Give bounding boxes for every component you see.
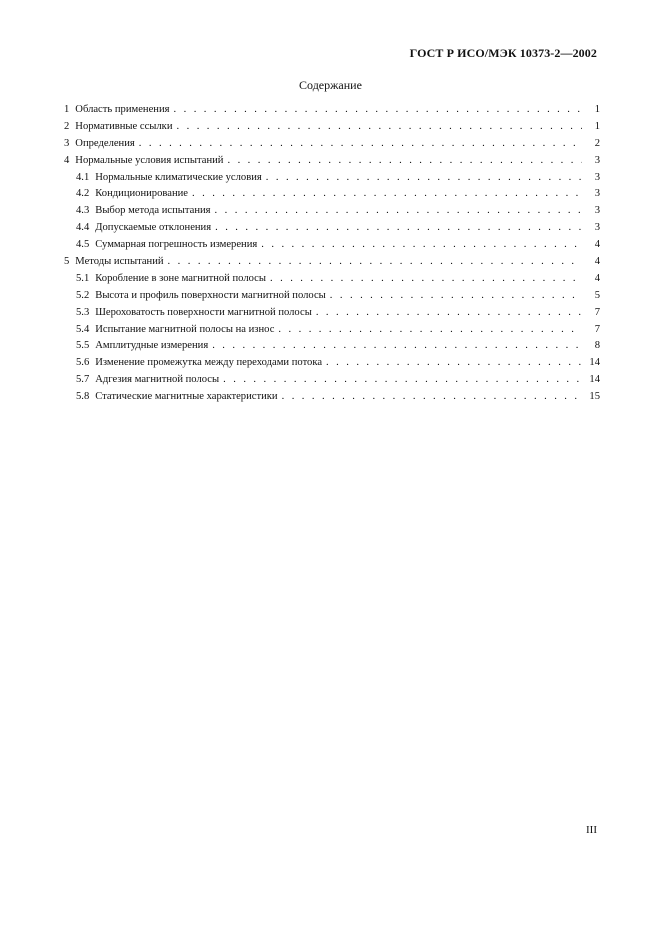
- toc-entry-number: 5: [64, 256, 70, 268]
- dot-leader: [266, 172, 582, 183]
- toc-entry[interactable]: [64, 121, 600, 138]
- toc-entry-page: 3: [594, 171, 600, 183]
- toc-entry-label: Высота и профиль поверхности магнитной полосы: [95, 289, 326, 301]
- toc-entry-page: 5: [594, 289, 600, 301]
- dot-leader: [192, 188, 582, 199]
- toc-entry[interactable]: [64, 239, 600, 256]
- dot-leader: [212, 340, 582, 351]
- toc-entry-label: Статические магнитные характеристики: [95, 391, 278, 403]
- toc-entry-page: 8: [594, 340, 600, 352]
- toc-entry-label: Область применения: [75, 104, 170, 115]
- dot-leader: [215, 222, 582, 233]
- toc-entry[interactable]: [64, 256, 600, 273]
- toc-entry-number: 4.4: [76, 222, 90, 234]
- toc-entry-page: 3: [594, 205, 600, 217]
- toc-entry-label: Суммарная погрешность измерения: [95, 239, 258, 251]
- toc-entry-label: Шероховатость поверхности магнитной полосы: [95, 306, 312, 318]
- toc-entry-number: 5.1: [76, 272, 90, 284]
- toc-entry[interactable]: [64, 205, 600, 222]
- toc-entry-page: 3: [594, 154, 600, 166]
- toc-entry-label: Нормативные ссылки: [75, 120, 173, 132]
- toc-entry-label: Адгезия магнитной полосы: [95, 374, 220, 386]
- toc-entry[interactable]: [64, 138, 600, 155]
- toc-entry-page: 7: [594, 306, 600, 318]
- dot-leader: [168, 256, 582, 267]
- toc-entry-page: 4: [594, 272, 600, 284]
- toc-entry-number: 5.8: [76, 391, 90, 403]
- toc-entry-number: 4.3: [76, 205, 90, 217]
- toc-entry-label: Испытание магнитной полосы на износ: [95, 323, 275, 335]
- dot-leader: [177, 121, 582, 132]
- table-of-contents: [64, 104, 600, 408]
- toc-entry[interactable]: [64, 391, 600, 408]
- toc-entry-label: Нормальные климатические условия: [95, 171, 262, 183]
- dot-leader: [278, 324, 582, 335]
- toc-entry[interactable]: [64, 222, 600, 239]
- toc-entry-number: 4: [64, 154, 70, 166]
- toc-entry-number: 5.2: [76, 289, 90, 301]
- toc-entry[interactable]: [64, 104, 600, 121]
- document-code-header: ГОСТ Р ИСО/МЭК 10373-2—2002: [409, 46, 597, 60]
- toc-entry-label: Определения: [75, 137, 135, 149]
- toc-entry-page: 3: [594, 222, 600, 234]
- dot-leader: [139, 138, 582, 149]
- toc-entry-number: 4.1: [76, 171, 90, 183]
- dot-leader: [223, 374, 582, 385]
- toc-entry-page: 1: [594, 120, 600, 132]
- toc-entry[interactable]: [64, 273, 600, 290]
- toc-entry-number: 2: [64, 120, 70, 132]
- toc-entry-label: Изменение промежутка между переходами потока: [95, 357, 323, 369]
- toc-entry[interactable]: [64, 172, 600, 189]
- toc-entry[interactable]: [64, 307, 600, 324]
- dot-leader: [316, 307, 582, 318]
- toc-entry-label: Коробление в зоне магнитной полосы: [95, 272, 266, 284]
- toc-entry-label: Методы испытаний: [75, 256, 164, 268]
- toc-entry-number: 4.2: [76, 188, 90, 200]
- toc-entry-number: 1: [64, 104, 70, 115]
- dot-leader: [330, 290, 582, 301]
- dot-leader: [227, 155, 582, 166]
- toc-entry-label: Нормальные условия испытаний: [75, 154, 224, 166]
- toc-entry[interactable]: [64, 324, 600, 341]
- dot-leader: [326, 357, 582, 368]
- toc-entry-page: 7: [594, 323, 600, 335]
- toc-entry-page: 4: [594, 239, 600, 251]
- toc-entry-page: 1: [594, 104, 600, 115]
- toc-entry-number: 5.6: [76, 357, 90, 369]
- toc-entry-number: 4.5: [76, 239, 90, 251]
- toc-entry-label: Кондиционирование: [95, 188, 188, 200]
- dot-leader: [174, 104, 583, 115]
- dot-leader: [215, 205, 582, 216]
- toc-entry-page: 14: [589, 374, 600, 386]
- toc-entry-number: 5.5: [76, 340, 90, 352]
- dot-leader: [261, 239, 582, 250]
- dot-leader: [270, 273, 582, 284]
- toc-entry-label: Амплитудные измерения: [95, 340, 209, 352]
- toc-entry-page: 3: [594, 188, 600, 200]
- toc-entry[interactable]: [64, 340, 600, 357]
- toc-entry[interactable]: [64, 357, 600, 374]
- toc-title: Содержание: [299, 78, 362, 92]
- toc-entry-label: Допускаемые отклонения: [95, 222, 212, 234]
- toc-entry[interactable]: [64, 374, 600, 391]
- toc-entry-label: Выбор метода испытания: [95, 205, 211, 217]
- dot-leader: [282, 391, 582, 402]
- toc-entry-page: 4: [594, 256, 600, 268]
- page-number: III: [586, 824, 597, 836]
- toc-entry-page: 14: [589, 357, 600, 369]
- toc-entry-number: 5.3: [76, 306, 90, 318]
- toc-entry[interactable]: [64, 155, 600, 172]
- toc-entry-number: 3: [64, 137, 70, 149]
- toc-entry[interactable]: [64, 290, 600, 307]
- toc-entry[interactable]: [64, 188, 600, 205]
- toc-entry-page: 2: [594, 137, 600, 149]
- toc-entry-page: 15: [589, 391, 600, 403]
- toc-entry-number: 5.4: [76, 323, 90, 335]
- toc-entry-number: 5.7: [76, 374, 90, 386]
